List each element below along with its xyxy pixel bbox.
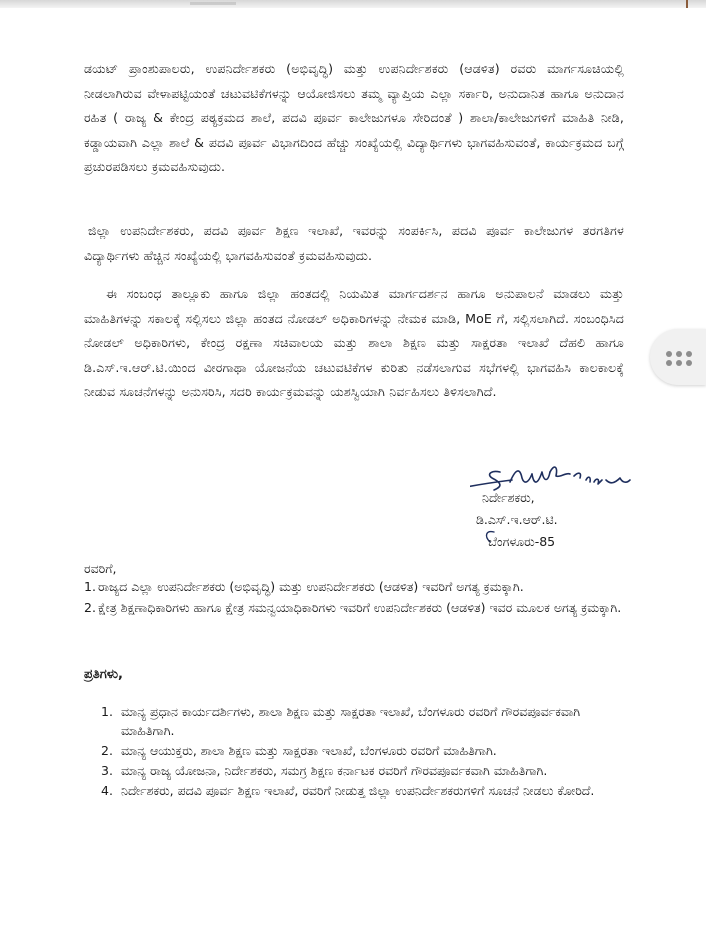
signatory-city: ಬೆಂಗಳೂರು-85	[488, 534, 556, 549]
list-item	[94, 781, 634, 800]
list-number: 2.	[101, 743, 113, 758]
copies-list	[94, 702, 634, 801]
list-number: 3.	[101, 763, 113, 778]
body-paragraph-1: ಡಯಟ್ ಪ್ರಾಂಶುಪಾಲರು, ಉಪನಿರ್ದೇಶಕರು (ಅಭಿವೃದ್ಧಿ) ಮತ್ತು ಉಪನಿರ್ದೇಶಕರು (ಆಡಳಿತ) ರವರು ಮಾರ್ಗಸೂಚಿಯಲ್ಲಿ ನೀಡಲಾಗಿರುವ ವೇಳಾಪಟ್ಟಿಯಂತೆ ಚಟುವಟಿಕೆಗಳನ್ನು ಆಯೋಜಿಸಲು ತಮ್ಮ ವ್ಯಾಪ್ತಿಯ ಎಲ್ಲಾ ಸರ್ಕಾರಿ, ಅನುದಾನಿತ ಹಾಗೂ ಅನುದಾನ ರಹಿತ ( ರಾಜ್ಯ & ಕೇಂದ್ರ ಪಠ್ಯಕ್ರಮದ ಶಾಲೆ, ಪದವಿ ಪೂರ್ವ ಕಾಲೇಜುಗಳೂ ಸೇರಿದಂತೆ ) ಶಾಲಾ/ಕಾಲೇಜುಗಳಿಗೆ ಮಾಹಿತಿ ನೀಡಿ, ಕಡ್ಡಾಯವಾಗಿ ಎಲ್ಲಾ ಶಾಲೆ & ಪದವಿ ಪೂರ್ವ ವಿಭಾಗದಿಂದ ಹೆಚ್ಚು ಸಂಖ್ಯೆಯಲ್ಲಿ ವಿದ್ಯಾರ್ಥಿಗಳು ಭಾಗವಹಿಸುವಂತೆ, ಕಾರ್ಯಕ್ರಮದ ಬಗ್ಗೆ ಪ್ರಚುರಪಡಿಸಲು ಕ್ರಮವಹಿಸುವುದು.	[84, 61, 624, 174]
list-item	[84, 598, 624, 618]
list-item	[94, 741, 634, 760]
list-item	[94, 702, 634, 740]
more-dots-icon	[666, 351, 694, 365]
list-number: 1.	[101, 704, 113, 719]
body-paragraph-3: ಈ ಸಂಬಂಧ ತಾಲ್ಲೂಕು ಹಾಗೂ ಜಿಲ್ಲಾ ಹಂತದಲ್ಲಿ ನಿಯಮಿತ ಮಾರ್ಗದರ್ಶನ ಹಾಗೂ ಅನುಪಾಲನೆ ಮಾಡಲು ಮತ್ತು ಮಾಹಿತಿಗಳನ್ನು ಸಕಾಲಕ್ಕೆ ಸಲ್ಲಿಸಲು ಜಿಲ್ಲಾ ಹಂತದ ನೋಡಲ್ ಅಧಿಕಾರಿಗಳನ್ನು ನೇಮಕ ಮಾಡಿ, MoE ಗೆ, ಸಲ್ಲಿಸಲಾಗಿದೆ. ಸಂಬಂಧಿಸಿದ ನೋಡಲ್ ಅಧಿಕಾರಿಗಳು, ಕೇಂದ್ರ ರಕ್ಷಣಾ ಸಚಿವಾಲಯ ಮತ್ತು ಶಾಲಾ ಶಿಕ್ಷಣ ಮತ್ತು ಸಾಕ್ಷರತಾ ಇಲಾಖೆ ದೆಹಲಿ ಹಾಗೂ ಡಿ.ಎಸ್.ಇ.ಆರ್.ಟಿ.ಯಿಂದ ವೀರಗಾಥಾ ಯೋಜನೆಯ ಚಟುವಟಿಕೆಗಳ ಕುರಿತು ನಡೆಸಲಾಗುವ ಸಭೆಗಳಲ್ಲಿ ಭಾಗವಹಿಸಿ ಕಾಲಕಾಲಕ್ಕೆ ನೀಡುವ ಸೂಚನೆಗಳನ್ನು ಅನುಸರಿಸಿ, ಸದರಿ ಕಾರ್ಯಕ್ರಮವನ್ನು ಯಶಸ್ವಿಯಾಗಿ ನಿರ್ವಹಿಸಲು ತಿಳಿಸಲಾಗಿದೆ.	[84, 286, 624, 399]
list-number: 2.	[84, 600, 96, 615]
signature-block	[470, 460, 640, 552]
floating-menu-handle[interactable]	[650, 329, 706, 385]
list-text: ಮಾನ್ಯ ಆಯುಕ್ತರು, ಶಾಲಾ ಶಿಕ್ಷಣ ಮತ್ತು ಸಾಕ್ಷರತಾ ಇಲಾಖೆ, ಬೆಂಗಳೂರು ರವರಿಗೆ ಮಾಹಿತಿಗಾಗಿ.	[121, 743, 497, 758]
body-paragraph-2: ಜಿಲ್ಲಾ ಉಪನಿರ್ದೇಶಕರು, ಪದವಿ ಪೂರ್ವ ಶಿಕ್ಷಣ ಇಲಾಖೆ, ಇವರನ್ನು ಸಂಪರ್ಕಿಸಿ, ಪದವಿ ಪೂರ್ವ ಕಾಲೇಜುಗಳ ತರಗತಿಗಳ ವಿದ್ಯಾರ್ಥಿಗಳು ಹೆಚ್ಚಿನ ಸಂಖ್ಯೆಯಲ್ಲಿ ಭಾಗವಹಿಸುವಂತೆ ಕ್ರಮವಹಿಸುವುದು.	[84, 223, 624, 263]
list-item	[84, 577, 624, 597]
list-text: ಮಾನ್ಯ ಪ್ರಧಾನ ಕಾರ್ಯದರ್ಶಿಗಳು, ಶಾಲಾ ಶಿಕ್ಷಣ ಮತ್ತು ಸಾಕ್ಷರತಾ ಇಲಾಖೆ, ಬೆಂಗಳೂರು ರವರಿಗೆ ಗೌರವಪೂರ್ವಕವಾಗಿ ಮಾಹಿತಿಗಾಗಿ.	[121, 704, 581, 738]
list-text: ರಾಜ್ಯದ ಎಲ್ಲಾ ಉಪನಿರ್ದೇಶಕರು (ಅಭಿವೃದ್ಧಿ) ಮತ್ತು ಉಪನಿರ್ದೇಶಕರು (ಆಡಳಿತ) ಇವರಿಗೆ ಅಗತ್ಯ ಕ್ರಮಕ್ಕಾಗಿ.	[98, 579, 524, 594]
signatory-office: ಡಿ.ಎಸ್.ಇ.ಆರ್.ಟಿ.	[476, 512, 558, 527]
copies-label: ಪ್ರತಿಗಳು,	[84, 667, 123, 682]
recipients-label: ರವರಿಗೆ,	[84, 561, 117, 576]
list-item	[94, 761, 634, 780]
list-number: 4.	[101, 783, 113, 798]
list-text: ನಿರ್ದೇಶಕರು, ಪದವಿ ಪೂರ್ವ ಶಿಕ್ಷಣ ಇಲಾಖೆ, ರವರಿಗೆ ನೀಡುತ್ತ ಜಿಲ್ಲಾ ಉಪನಿರ್ದೇಶಕರುಗಳಿಗೆ ಸೂಚನೆ ನೀಡಲು ಕೋರಿದೆ.	[121, 783, 595, 798]
list-number: 1.	[84, 579, 96, 594]
signatory-designation: ನಿರ್ದೇಶಕರು,	[482, 490, 535, 505]
list-text: ಮಾನ್ಯ ರಾಜ್ಯ ಯೋಜನಾ, ನಿರ್ದೇಶಕರು, ಸಮಗ್ರ ಶಿಕ್ಷಣ ಕರ್ನಾಟಕ ರವರಿಗೆ ಗೌರವಪೂರ್ವಕವಾಗಿ ಮಾಹಿತಿಗಾಗಿ.	[121, 763, 548, 778]
recipients-list	[84, 577, 624, 619]
list-text: ಕ್ಷೇತ್ರ ಶಿಕ್ಷಣಾಧಿಕಾರಿಗಳು ಹಾಗೂ ಕ್ಷೇತ್ರ ಸಮನ್ವಯಾಧಿಕಾರಿಗಳು ಇವರಿಗೆ ಉಪನಿರ್ದೇಶಕರು (ಆಡಳಿತ) ಇವರ ಮೂಲಕ ಅಗತ್ಯ ಕ್ರಮಕ್ಕಾಗಿ.	[98, 600, 622, 615]
